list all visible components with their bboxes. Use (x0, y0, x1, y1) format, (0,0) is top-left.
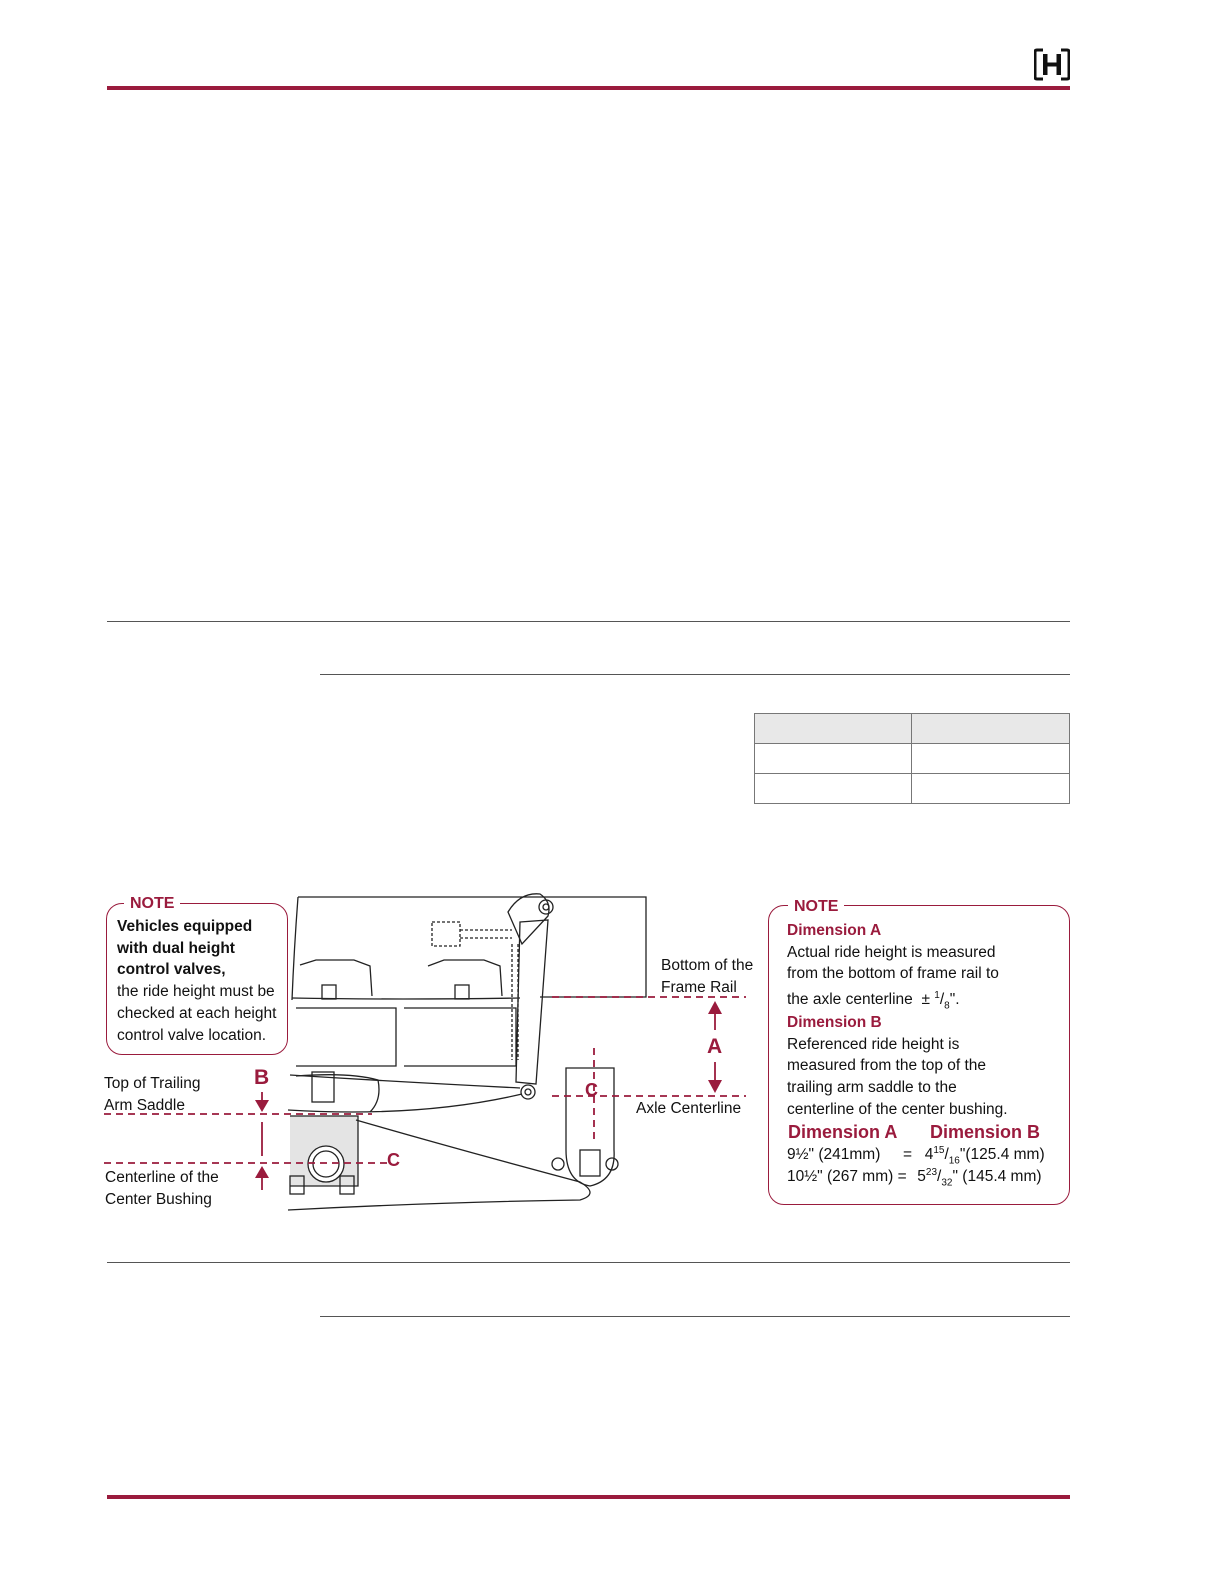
note-left-line: control valves, (117, 961, 226, 979)
label-trailing-arm-saddle (104, 1073, 201, 1116)
equals-sign: = (903, 1146, 913, 1164)
label-center-bushing (105, 1167, 219, 1210)
note-right-text: the axle centerline (787, 991, 913, 1009)
label-line: Frame Rail (661, 978, 737, 996)
dimension-b-title: Dimension B (787, 1014, 882, 1031)
tolerance-sign: ± (921, 991, 930, 1009)
bushing-centerline-symbol: C (387, 1150, 400, 1170)
label-line: Center Bushing (105, 1190, 212, 1208)
equals-sign: = (897, 1168, 907, 1186)
tolerance-end: ". (949, 991, 960, 1009)
dimension-b-denominator: 32 (941, 1177, 953, 1189)
dimension-b-rest: " (145.4 mm) (952, 1168, 1042, 1186)
section-divider-2 (107, 1262, 1070, 1263)
label-line: Bottom of the (661, 957, 754, 974)
dimension-b-numerator: 23 (925, 1167, 938, 1178)
subsection-divider-2 (320, 1316, 1070, 1317)
note-right-line: trailing arm saddle to the (787, 1079, 957, 1097)
dimension-b-numerator: 15 (933, 1145, 945, 1156)
note-left-line: Vehicles equipped (117, 918, 253, 935)
note-left-line: checked at each height (117, 1004, 277, 1022)
dimension-b-column-head: Dimension B (930, 1122, 1041, 1142)
label-line: Centerline of the (105, 1169, 219, 1186)
label-frame-rail (661, 955, 753, 998)
note-left-line: with dual height (117, 939, 235, 957)
footer-rule (107, 1495, 1070, 1499)
note-tag-right: NOTE (788, 898, 844, 916)
dimension-a-marker: A (707, 1035, 723, 1058)
dimension-b-description (787, 1012, 1067, 1121)
axle-centerline-symbol: C (585, 1080, 598, 1100)
dimension-b-rest: "(125.4 mm) (959, 1146, 1045, 1164)
dimension-b-whole: 5 (917, 1168, 926, 1186)
dimension-a-value: 10½" (267 mm) (787, 1168, 894, 1186)
label-line: Top of Trailing (104, 1075, 201, 1092)
tolerance-numerator: 1 (934, 990, 940, 1002)
note-left-line: the ride height must be (117, 983, 275, 1001)
dimension-a-description (787, 920, 1067, 1017)
label-axle-centerline: Axle Centerline (636, 1100, 742, 1117)
dimension-a-title: Dimension A (787, 922, 882, 939)
dimension-b-marker: B (254, 1066, 270, 1089)
dimension-a-column-head: Dimension A (788, 1122, 898, 1142)
note-text-left (117, 916, 287, 1046)
dimension-row-1: 9½" $(241mm) = 4^{15}/_{16}"(125.4$ mm) (787, 1145, 1045, 1167)
note-right-line: the axle centerline ± $^1/_8$". (787, 990, 960, 1012)
note-right-line: measured from the top of the (787, 1057, 987, 1075)
note-right-line: centerline of the center bushing. (787, 1100, 1008, 1118)
tolerance-denominator: 8 (944, 1000, 950, 1012)
dimension-a-value: 9½" (241mm) (787, 1146, 881, 1164)
dimension-row-2: 10½" (267 $mm) = 5^{23}/_{32}$" (145.4 mm) (787, 1167, 1042, 1189)
note-right-line: Referenced ride height is (787, 1035, 960, 1053)
note-tag-left: NOTE (124, 895, 180, 913)
note-left-line: control valve location. (117, 1026, 267, 1044)
dimension-b-denominator: 16 (948, 1155, 960, 1167)
dimension-b-whole: 4 (924, 1146, 934, 1164)
note-right-line: Actual ride height is measured (787, 943, 996, 961)
note-right-line: from the bottom of frame rail to (787, 965, 999, 983)
label-line: Arm Saddle (104, 1096, 185, 1114)
